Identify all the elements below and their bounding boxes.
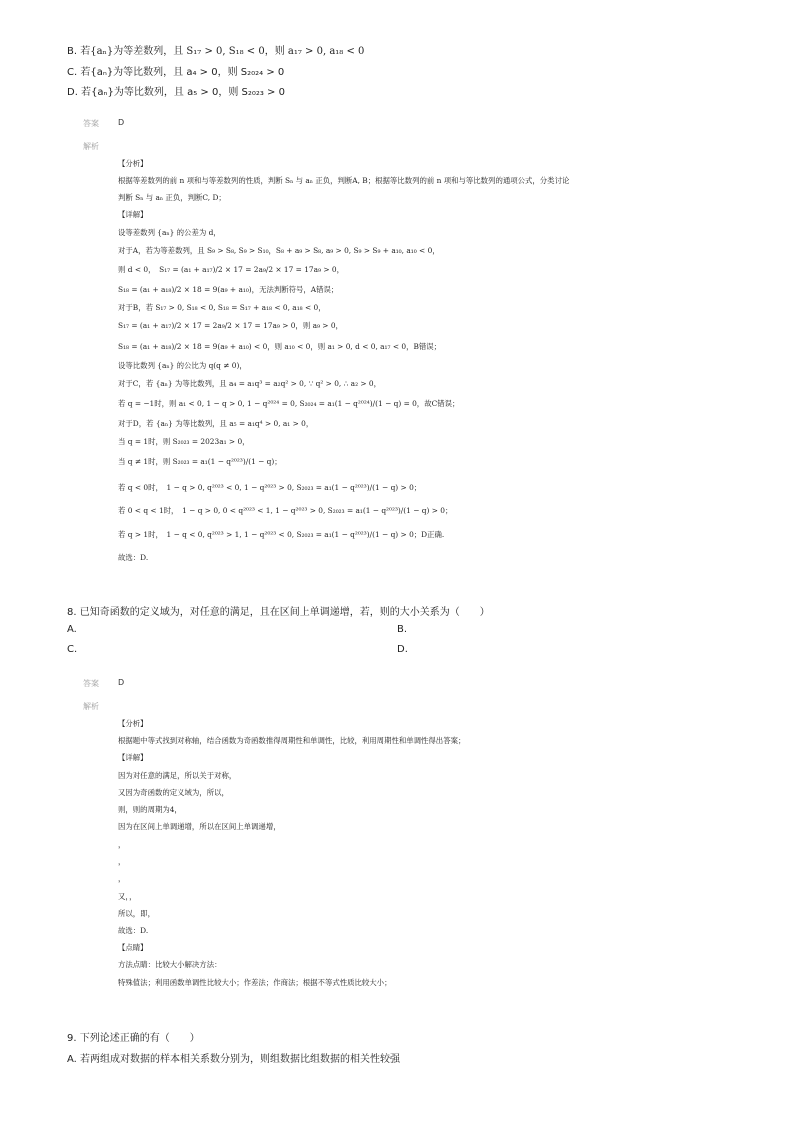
q8-line-8: ， xyxy=(118,857,126,866)
q8-line-12: 故选：D. xyxy=(118,926,149,935)
q8-analysis-label: 解析 xyxy=(83,702,99,711)
q7-line-1: 根据等差数列的前 n 项和与等差数列的性质，判断 Sₙ 与 aₙ 正负，判断A, B；根据等比数列的前 n 项和与等比数列的通项公式，分类讨论 xyxy=(118,176,570,185)
q8-option-d: D. xyxy=(397,644,408,655)
q9-option-a: A. 若两组成对数据的样本相关系数分别为，则组数据比组数据的相关性较强 xyxy=(67,1054,401,1065)
q8-line-11: 所以，即， xyxy=(118,909,155,918)
q7-line-0: 【分析】 xyxy=(118,159,148,168)
q8-line-14: 方法点睛：比较大小解决方法： xyxy=(118,960,222,969)
q7-line-4: 设等差数列 {aₙ} 的公差为 d， xyxy=(118,228,221,237)
q7-line-9: S₁₇ = (a₁ + a₁₇)/2 × 17 = 2a₉/2 × 17 = 17a₉ > 0，则 a₉ > 0， xyxy=(118,321,343,330)
q8-option-b: B. xyxy=(397,624,408,635)
q8-line-15: 特殊值法；利用函数单调性比较大小；作差法；作商法；根据不等式性质比较大小； xyxy=(118,978,392,987)
option-d xyxy=(67,83,285,98)
q8-line-5: 则，则的周期为4， xyxy=(118,805,182,814)
q7-line-2: 判断 Sₙ 与 aₙ 正负，判断C, D； xyxy=(118,193,226,202)
option-c-label: C. 若 xyxy=(67,67,91,78)
q7-analysis-label: 解析 xyxy=(83,142,99,151)
option-b-label: B. 若 xyxy=(67,46,91,57)
q8-answer-label: 答案 xyxy=(83,679,99,688)
q7-line-8: 对于B，若 S₁₇ > 0, S₁₈ < 0, S₁₈ = S₁₇ + a₁₈ < 0, a₁₈ < 0， xyxy=(118,303,326,312)
q7-line-16: 当 q ≠ 1时，则 S₂₀₂₃ = a₁(1 − q²⁰²³)/(1 − q)； xyxy=(118,457,282,466)
q7-line-10: S₁₈ = (a₁ + a₁₈)/2 × 18 = 9(a₉ + a₁₀) < 0，则 a₁₀ < 0，则 a₁ > 0, d < 0, a₁₇ < 0，B错误； xyxy=(118,342,442,351)
q8-question: 8. 已知奇函数的定义域为，对任意的满足，且在区间上单调递增，若，则的大小关系为（ ） xyxy=(67,607,490,618)
q8-line-4: 又因为奇函数的定义域为，所以， xyxy=(118,788,229,797)
q8-option-c: C. xyxy=(67,644,78,655)
q7-answer-label: 答案 xyxy=(83,119,99,128)
q8-line-6: 因为在区间上单调递增，所以在区间上单调递增， xyxy=(118,822,281,831)
option-d-text: {aₙ}为等比数列，且 a₅ > 0，则 S₂₀₂₃ > 0 xyxy=(91,87,285,98)
q8-line-9: ， xyxy=(118,874,126,883)
q8-option-a: A. xyxy=(67,624,77,635)
q9-question: 9. 下列论述正确的有（ ） xyxy=(67,1033,200,1044)
q7-line-12: 对于C，若 {aₙ} 为等比数列，且 a₄ = a₁q³ = a₂q² > 0, ∵ q² > 0, ∴ a₂ > 0， xyxy=(118,379,382,388)
option-c xyxy=(67,63,284,78)
q8-line-13: 【点睛】 xyxy=(118,943,148,952)
q7-line-6: 则 d < 0， S₁₇ = (a₁ + a₁₇)/2 × 17 = 2a₉/2 × 17 = 17a₉ > 0， xyxy=(118,265,344,274)
option-d-label: D. 若 xyxy=(67,87,92,98)
q7-line-19: 若 q > 1时， 1 − q < 0, q²⁰²³ > 1, 1 − q²⁰²³ < 0, S₂₀₂₃ = a₁(1 − q²⁰²³)/(1 − q) > 0；D正确. xyxy=(118,530,445,539)
q7-line-7: S₁₈ = (a₁ + a₁₈)/2 × 18 = 9(a₉ + a₁₀)，无法判断符号，A错误； xyxy=(118,285,339,294)
q7-line-3: 【详解】 xyxy=(118,210,148,219)
option-b xyxy=(67,42,364,57)
option-b-text: {aₙ}为等差数列，且 S₁₇ > 0, S₁₈ < 0，则 a₁₇ > 0, a₁₈ < 0 xyxy=(90,46,365,57)
q7-line-13: 若 q = −1时，则 a₁ < 0, 1 − q > 0, 1 − q²⁰²⁴ = 0, S₂₀₂₄ = a₁(1 − q²⁰²⁴)/(1 − q) = 0，故C错误； xyxy=(118,399,460,408)
q8-answer-value: D xyxy=(118,678,125,687)
q7-line-17: 若 q < 0时， 1 − q > 0, q²⁰²³ < 0, 1 − q²⁰²³ > 0, S₂₀₂₃ = a₁(1 − q²⁰²³)/(1 − q) > 0； xyxy=(118,483,422,492)
option-c-text: {aₙ}为等比数列，且 a₄ > 0，则 S₂₀₂₄ > 0 xyxy=(90,67,285,78)
q7-line-5: 对于A，若为等差数列，且 S₉ > S₈, S₉ > S₁₀，S₈ + a₉ > S₈, a₉ > 0, S₉ > S₉ + a₁₀, a₁₀ < 0， xyxy=(118,246,440,255)
q7-line-15: 当 q = 1时，则 S₂₀₂₃ = 2023a₁ > 0， xyxy=(118,437,250,446)
q8-line-3: 因为对任意的满足，所以关于对称， xyxy=(118,771,237,780)
q7-line-14: 对于D，若 {aₙ} 为等比数列，且 a₅ = a₁q⁴ > 0, a₁ > 0， xyxy=(118,419,314,428)
q7-line-20: 故选：D. xyxy=(118,553,149,562)
q8-line-2: 【详解】 xyxy=(118,753,148,762)
q8-line-7: ， xyxy=(118,840,126,849)
q7-line-18: 若 0 < q < 1时， 1 − q > 0, 0 < q²⁰²³ < 1, 1 − q²⁰²³ > 0, S₂₀₂₃ = a₁(1 − q²⁰²³)/(1 − q) > 0； xyxy=(118,506,453,515)
q7-line-11: 设等比数列 {aₙ} 的公比为 q(q ≠ 0)， xyxy=(118,361,247,370)
q8-line-10: 又，， xyxy=(118,892,137,901)
q8-line-1: 根据题中等式找到对称轴，结合函数为奇函数推得周期性和单调性，比较，利用周期性和单调性得出答案； xyxy=(118,736,466,745)
q7-answer-value: D xyxy=(118,118,125,127)
q8-line-0: 【分析】 xyxy=(118,719,148,728)
